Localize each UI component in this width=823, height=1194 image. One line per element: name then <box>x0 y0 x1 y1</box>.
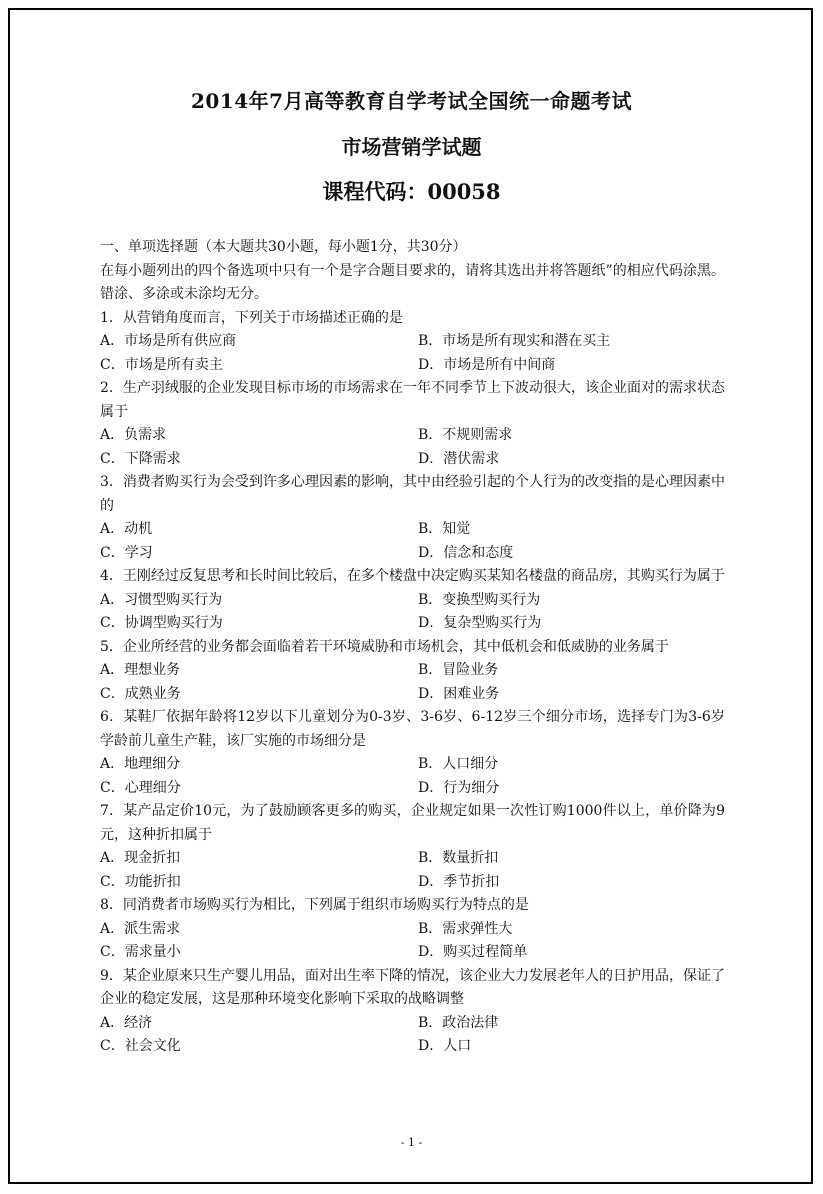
question-2 <box>100 377 725 471</box>
option-a: A．负需求 <box>100 427 167 443</box>
question-stem: 8．同消费者市场购买行为相比，下列属于组织市场购买行为特点的是 <box>100 897 529 913</box>
question-stem: 3．消费者购买行为会受到许多心理因素的影响，其中由经验引起的个人行为的改变指的是心理因素中的 <box>100 474 725 514</box>
option-d: D．季节折扣 <box>418 873 500 890</box>
option-a: A．动机 <box>100 521 153 537</box>
option-b: B．知觉 <box>418 521 471 537</box>
option-a: A．经济 <box>100 1014 153 1031</box>
option-d: D．行为细分 <box>418 779 500 796</box>
option-a: A．习惯型购买行为 <box>100 591 223 608</box>
option-d: D．信念和态度 <box>418 544 514 561</box>
option-a: A．理想业务 <box>100 662 181 678</box>
course-code: 课程代码：00058 <box>322 179 501 204</box>
exam-title: 2014年7月高等教育自学考试全国统一命题考试 <box>190 89 633 113</box>
option-a: A．现金折扣 <box>100 850 181 866</box>
question-7 <box>100 800 725 894</box>
question-stem: 6．某鞋厂依据年龄将12岁以下儿童划分为0-3岁、3-6岁、6-12岁三个细分市场，选择专门为3-6岁学龄前儿童生产鞋，该厂实施的市场细分是 <box>100 709 725 749</box>
option-b: B．不规则需求 <box>418 427 513 443</box>
question-stem: 1．从营销角度而言，下列关于市场描述正确的是 <box>100 309 403 326</box>
section-heading: 一、单项选择题（本大题共30小题，每小题1分，共30分） <box>100 239 467 255</box>
option-d: D．潜伏需求 <box>418 450 500 467</box>
page-number: - 1 - <box>400 1136 423 1149</box>
option-d: D．购买过程简单 <box>418 944 528 960</box>
option-b: B．数量折扣 <box>418 850 499 866</box>
option-d: D．复杂型购买行为 <box>418 615 542 631</box>
option-b: B．市场是所有现实和潜在买主 <box>418 333 611 349</box>
question-stem: 4．王刚经过反复思考和长时间比较后，在多个楼盘中决定购买某知名楼盘的商品房，其购买行为属于 <box>100 568 725 584</box>
option-c: C．下降需求 <box>100 450 181 467</box>
option-a: A．地理细分 <box>100 756 181 772</box>
option-b: B．需求弹性大 <box>418 920 513 937</box>
question-stem: 9．某企业原来只生产婴儿用品，面对出生率下降的情况，该企业大力发展老年人的日护用品，保证了企业的稳定发展，这是那种环境变化影响下采取的战略调整 <box>100 967 725 1007</box>
subject-title: 市场营销学试题 <box>341 135 482 159</box>
question-4 <box>100 565 725 636</box>
option-c: C．成熟业务 <box>100 685 181 702</box>
option-b: B．冒险业务 <box>418 662 499 678</box>
option-b: B．人口细分 <box>418 756 499 772</box>
option-c: C．协调型购买行为 <box>100 615 223 631</box>
option-b: B．政治法律 <box>418 1014 499 1031</box>
option-d: D．困难业务 <box>418 685 500 702</box>
option-c: C．社会文化 <box>100 1038 181 1054</box>
option-a: A．市场是所有供应商 <box>100 333 237 349</box>
option-c: C．市场是所有卖主 <box>100 356 223 373</box>
section-instructions: 在每小题列出的四个备选项中只有一个是字合题目要求的，请将其选出并将答题纸”的相应代码涂黑。错涂、多涂或未涂均无分。 <box>100 262 725 302</box>
question-1 <box>100 307 725 378</box>
option-a: A．派生需求 <box>100 920 181 937</box>
question-6 <box>100 706 725 800</box>
question-5 <box>100 636 725 707</box>
question-section <box>100 236 725 1059</box>
option-b: B．变换型购买行为 <box>418 591 541 608</box>
question-8 <box>100 894 725 965</box>
option-d: D．人口 <box>418 1038 472 1054</box>
option-c: C．功能折扣 <box>100 873 181 890</box>
question-stem: 5．企业所经营的业务都会面临着若干环境威胁和市场机会，其中低机会和低威胁的业务属于 <box>100 638 669 655</box>
option-c: C．学习 <box>100 544 153 561</box>
question-stem: 7．某产品定价10元，为了鼓励顾客更多的购买，企业规定如果一次性订购1000件以上，单价降为9元，这种折扣属于 <box>100 803 725 843</box>
question-9 <box>100 965 725 1059</box>
question-3 <box>100 471 725 565</box>
option-c: C．心理细分 <box>100 779 181 796</box>
option-c: C．需求量小 <box>100 944 181 960</box>
question-stem: 2．生产羽绒服的企业发现目标市场的市场需求在一年不同季节上下波动很大，该企业面对的需求状态属于 <box>100 380 725 420</box>
option-d: D．市场是所有中间商 <box>418 356 556 373</box>
